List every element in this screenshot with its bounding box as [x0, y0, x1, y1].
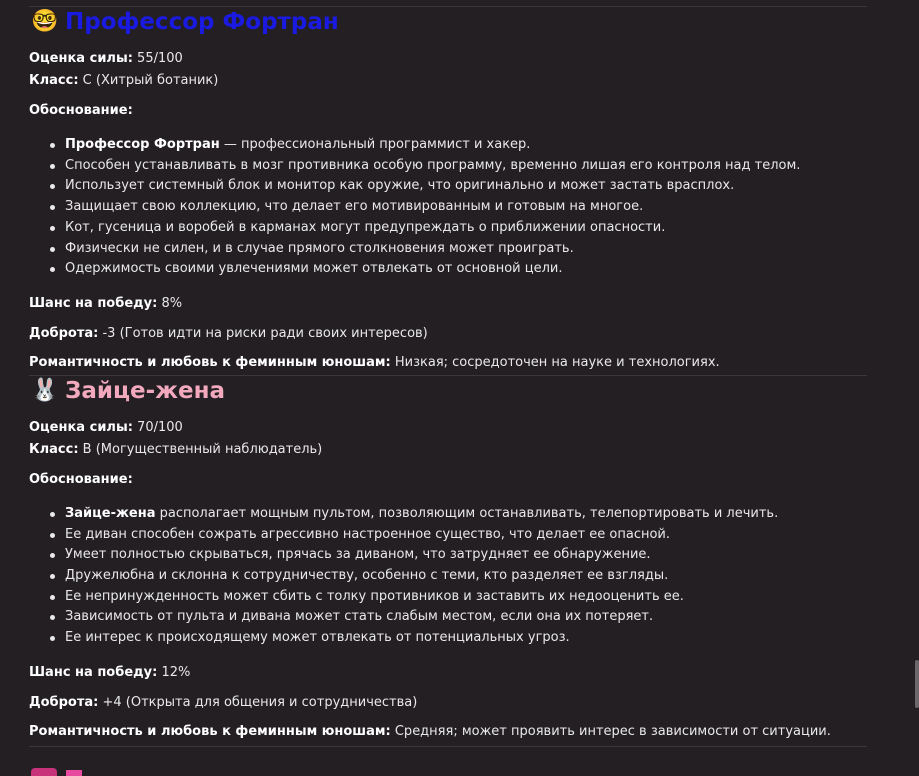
rating-line: [29, 418, 869, 438]
list-item: [65, 197, 869, 218]
reason-text: — профессиональный программист и хакер.: [219, 137, 531, 152]
reason-heading: [29, 101, 869, 121]
romance-label: Романтичность и любовь к феминным юношам:: [29, 723, 391, 739]
reason-text: Ее непринужденность может сбить с толку противников и заставить их недооценить ее.: [65, 588, 684, 604]
romance-line: [29, 722, 869, 742]
reason-text: Ее интерес к происходящему может отвлекать от потенциальных угроз.: [65, 630, 570, 646]
reason-label: Обоснование:: [29, 103, 133, 118]
rating-label: Оценка силы:: [29, 51, 133, 66]
kindness-value: +4 (Открыта для общения и сотрудничества): [102, 694, 418, 710]
win-value: 12%: [161, 664, 191, 680]
class-value: B (Могущественный наблюдатель): [82, 441, 323, 457]
kindness-line: [29, 693, 869, 713]
rabbit-face-icon: 🐰: [31, 377, 59, 403]
rating-line: [29, 49, 869, 69]
reason-text: Одержимость своими увлечениями может отвлекать от основной цели.: [65, 261, 563, 277]
list-item: [65, 135, 869, 156]
list-item: [65, 628, 869, 649]
reason-text: располагает мощным пультом, позволяющим останавливать, телепортировать и лечить.: [155, 505, 779, 521]
reason-text: Ее диван способен сожрать агрессивно настроенное существо, что делает ее опасной.: [65, 526, 671, 542]
reason-heading: [29, 470, 869, 490]
romance-value: Низкая; сосредоточен на науке и технологиях.: [394, 354, 720, 370]
character-heading: [31, 376, 869, 406]
reason-text: Умеет полностью скрываться, прячась за диваном, что затрудняет ее обнаружение.: [65, 547, 651, 563]
class-line: [29, 71, 869, 91]
reason-bold: Зайце-жена: [65, 505, 156, 521]
list-item: [65, 587, 869, 608]
romance-label: Романтичность и любовь к феминным юношам:: [29, 354, 391, 370]
list-item: [65, 504, 869, 525]
reason-label: Обоснование:: [29, 471, 133, 487]
reason-text: Защищает свою коллекцию, что делает его мотивированным и готовым на многое.: [65, 199, 644, 215]
character-card-1: [29, 7, 869, 373]
reason-text: Использует системный блок и монитор как оружие, что оригинально и может застать врасплох.: [65, 178, 735, 194]
next-character-name-fragment: [66, 770, 82, 776]
list-item: [65, 218, 869, 239]
class-label: Класс:: [29, 441, 79, 457]
reasons-list: [29, 504, 869, 649]
reason-text: Зависимость от пульта и дивана может стать слабым местом, если она их потеряет.: [65, 609, 654, 625]
rating-value: 70/100: [137, 419, 183, 435]
list-item: [65, 176, 869, 197]
rating-label: Оценка силы:: [29, 419, 133, 435]
win-label: Шанс на победу:: [29, 295, 158, 311]
win-chance-line: [29, 294, 869, 314]
scrollbar-thumb[interactable]: [915, 660, 919, 708]
reason-text: Кот, гусеница и воробей в карманах могут предупреждать о приближении опасности.: [65, 219, 666, 235]
class-line: [29, 440, 869, 460]
character-name: Профессор Фортран: [65, 9, 339, 35]
section-divider: [29, 746, 867, 747]
kindness-line: [29, 324, 869, 344]
kindness-label: Доброта:: [29, 325, 99, 341]
kindness-label: Доброта:: [29, 694, 99, 710]
win-label: Шанс на победу:: [29, 664, 158, 680]
win-value: 8%: [161, 295, 183, 311]
nerd-face-icon: 🤓: [31, 9, 59, 34]
list-item: [65, 566, 869, 587]
list-item: [65, 259, 869, 280]
list-item: [65, 525, 869, 546]
class-value: C (Хитрый ботаник): [82, 73, 219, 88]
reason-text: Дружелюбна и склонна к сотрудничеству, особенно с теми, кто разделяет ее взгляды.: [65, 568, 669, 584]
reason-text: Способен устанавливать в мозг противника особую программу, временно лишая его контроля над телом.: [65, 157, 801, 173]
rating-value: 55/100: [137, 51, 183, 66]
win-chance-line: [29, 663, 869, 683]
character-heading: [31, 7, 869, 37]
reason-text: Физически не силен, и в случае прямого столкновения может проиграть.: [65, 240, 574, 256]
list-item: [65, 545, 869, 566]
character-name: Зайце-жена: [65, 377, 226, 404]
romance-line: [29, 353, 869, 373]
chat-message-content: [29, 0, 869, 747]
next-character-icon: [31, 768, 57, 776]
list-item: [65, 156, 869, 177]
romance-value: Средняя; может проявить интерес в зависимости от ситуации.: [394, 723, 831, 739]
list-item: [65, 239, 869, 260]
kindness-value: -3 (Готов идти на риски ради своих интересов): [102, 325, 428, 341]
class-label: Класс:: [29, 73, 79, 88]
character-card-2: [29, 376, 869, 742]
reason-bold: Профессор Фортран: [65, 137, 220, 152]
reasons-list: [29, 135, 869, 280]
list-item: [65, 607, 869, 628]
